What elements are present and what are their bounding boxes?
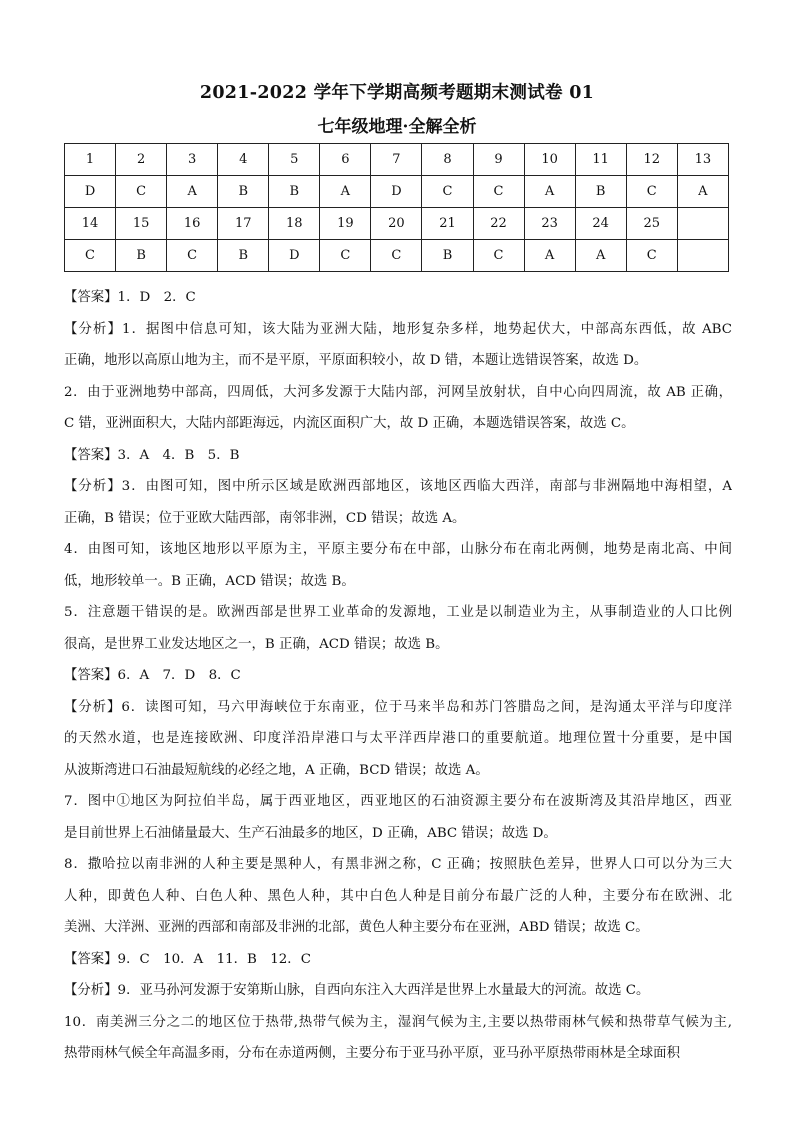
analysis-text-line: 人种，即黄色人种、白色人种、黑色人种，其中白色人种是目前分布最广泛的人种，主要分布在欧洲、北 [64, 888, 732, 904]
question-number-cell: 21 [422, 208, 473, 240]
question-number-cell: 11 [575, 144, 626, 176]
analysis-text-line: 热带雨林气候全年高温多雨，分布在赤道两侧，主要分布于亚马孙平原，亚马孙平原热带雨林是全球面积 [64, 1046, 680, 1061]
analysis-text-line: 【分析】1．据图中信息可知，该大陆为亚洲大陆，地形复杂多样，地势起伏大，中部高东西低，故 ABC [64, 321, 732, 337]
analysis-text-line: 2．由于亚洲地势中部高，四周低，大河多发源于大陆内部，河网呈放射状，自中心向四周流，故 AB 正确， [64, 384, 732, 400]
question-number-cell: 16 [167, 208, 218, 240]
answer-row [65, 240, 729, 272]
question-number-cell: 7 [371, 144, 422, 176]
analysis-text-line: 7．图中①地区为阿拉伯半岛，属于西亚地区，西亚地区的石油资源主要分布在波斯湾及其沿岸地区，西亚 [64, 794, 732, 809]
answer-key-line: 【答案】3．A 4．B 5．B [64, 447, 240, 463]
answer-cell: B [575, 176, 626, 208]
analysis-text-line: 美洲、大洋洲、亚洲的西部和南部及非洲的北部，黄色人种主要分布在亚洲，ABD 错误；故选 C。 [64, 920, 649, 935]
question-number-cell: 17 [218, 208, 269, 240]
answer-row [65, 176, 729, 208]
question-number-cell [677, 208, 728, 240]
question-number-cell: 12 [626, 144, 677, 176]
question-number-cell: 23 [524, 208, 575, 240]
question-number-cell: 10 [524, 144, 575, 176]
question-number-cell: 6 [320, 144, 371, 176]
analysis-text-line: 低，地形较单一。B 正确，ACD 错误；故选 B。 [64, 573, 355, 589]
question-number-cell: 1 [65, 144, 116, 176]
analysis-text-line: 10．南美洲三分之二的地区位于热带,热带气候为主，湿润气候为主,主要以热带雨林气候和热带草气候为主, [64, 1014, 732, 1030]
question-number-cell: 3 [167, 144, 218, 176]
answer-cell [677, 240, 728, 272]
analysis-text-line: 【分析】3．由图可知，图中所示区域是欧洲西部地区，该地区西临大西洋，南部与非洲隔地中海相望，A [64, 479, 732, 494]
analysis-text-line: 很高，是世界工业发达地区之一，B 正确，ACD 错误；故选 B。 [64, 636, 449, 652]
answer-cell: C [320, 240, 371, 272]
analysis-text-line: 的天然水道，也是连接欧洲、印度洋沿岸港口与太平洋西岸港口的重要航道。地理位置十分重要，是中国 [64, 731, 732, 746]
analysis-text-line: 正确，B 错误；位于亚欧大陆西部，南邻非洲，CD 错误；故选 A。 [64, 510, 466, 526]
answer-cell: B [218, 176, 269, 208]
analysis-text-line: 8．撒哈拉以南非洲的人种主要是黑种人，有黑非洲之称，C 正确；按照肤色差异，世界人口可以分为三大 [64, 857, 732, 872]
question-number-cell: 2 [116, 144, 167, 176]
analysis-text-line: C 错，亚洲面积大，大陆内部距海远，内流区面积广大，故 D 正确，本题选错误答案，故选 C。 [64, 416, 635, 431]
answer-key-line: 【答案】6．A 7．D 8．C [64, 668, 241, 683]
analysis-text-line: 正确，地形以高原山地为主，而不是平原，平原面积较小，故 D 错，本题让选错误答案，故选 D。 [64, 353, 648, 368]
analysis-text-line: 是目前世界上石油储量最大、生产石油最多的地区，D 正确，ABC 错误；故选 D。 [64, 825, 557, 841]
answer-cell: C [473, 176, 524, 208]
question-number-cell: 4 [218, 144, 269, 176]
question-number-cell: 5 [269, 144, 320, 176]
answer-cell: C [626, 176, 677, 208]
analysis-text-line: 【分析】6．读图可知，马六甲海峡位于东南亚，位于马来半岛和苏门答腊岛之间，是沟通太平洋与印度洋 [64, 699, 732, 715]
question-number-cell: 24 [575, 208, 626, 240]
question-number-cell: 22 [473, 208, 524, 240]
answer-cell: C [473, 240, 524, 272]
page-title: 2021-2022 学年下学期高频考题期末测试卷 01 [199, 83, 595, 103]
question-number-cell: 25 [626, 208, 677, 240]
page-subtitle: 七年级地理·全解全析 [317, 117, 477, 137]
answer-cell: B [269, 176, 320, 208]
answer-cell: A [167, 176, 218, 208]
analysis-text-line: 5．注意题干错误的是。欧洲西部是世界工业革命的发源地，工业是以制造业为主，从事制造业的人口比例 [64, 605, 732, 620]
question-number-cell: 14 [65, 208, 116, 240]
question-number-cell: 8 [422, 144, 473, 176]
question-number-cell: 20 [371, 208, 422, 240]
question-number-row [65, 208, 729, 240]
answer-cell: D [371, 176, 422, 208]
answer-cell: D [269, 240, 320, 272]
answer-cell: A [320, 176, 371, 208]
answer-cell: A [524, 240, 575, 272]
answer-cell: B [218, 240, 269, 272]
question-number-cell: 9 [473, 144, 524, 176]
question-number-row [65, 144, 729, 176]
question-number-cell: 13 [677, 144, 728, 176]
answer-cell: A [575, 240, 626, 272]
answer-table [64, 143, 729, 272]
question-number-cell: 15 [116, 208, 167, 240]
answer-cell: D [65, 176, 116, 208]
answer-key-line: 【答案】1．D 2．C [64, 290, 196, 305]
answer-key-line: 【答案】9．C 10．A 11．B 12．C [64, 951, 311, 967]
answer-cell: C [65, 240, 116, 272]
answer-cell: C [371, 240, 422, 272]
analysis-text-line: 【分析】9．亚马孙河发源于安第斯山脉，自西向东注入大西洋是世界上水量最大的河流。故选 C。 [64, 983, 650, 998]
analysis-text-line: 从波斯湾进口石油最短航线的必经之地，A 正确，BCD 错误；故选 A。 [64, 762, 489, 778]
answer-cell: C [626, 240, 677, 272]
answer-cell: A [677, 176, 728, 208]
answer-cell: B [422, 240, 473, 272]
question-number-cell: 19 [320, 208, 371, 240]
answer-cell: C [422, 176, 473, 208]
answer-cell: A [524, 176, 575, 208]
explanation-body [64, 282, 732, 1070]
answer-cell: C [167, 240, 218, 272]
answer-cell: C [116, 176, 167, 208]
analysis-text-line: 4．由图可知，该地区地形以平原为主，平原主要分布在中部，山脉分布在南北两侧，地势是南北高、中间 [64, 542, 732, 557]
answer-cell: B [116, 240, 167, 272]
question-number-cell: 18 [269, 208, 320, 240]
